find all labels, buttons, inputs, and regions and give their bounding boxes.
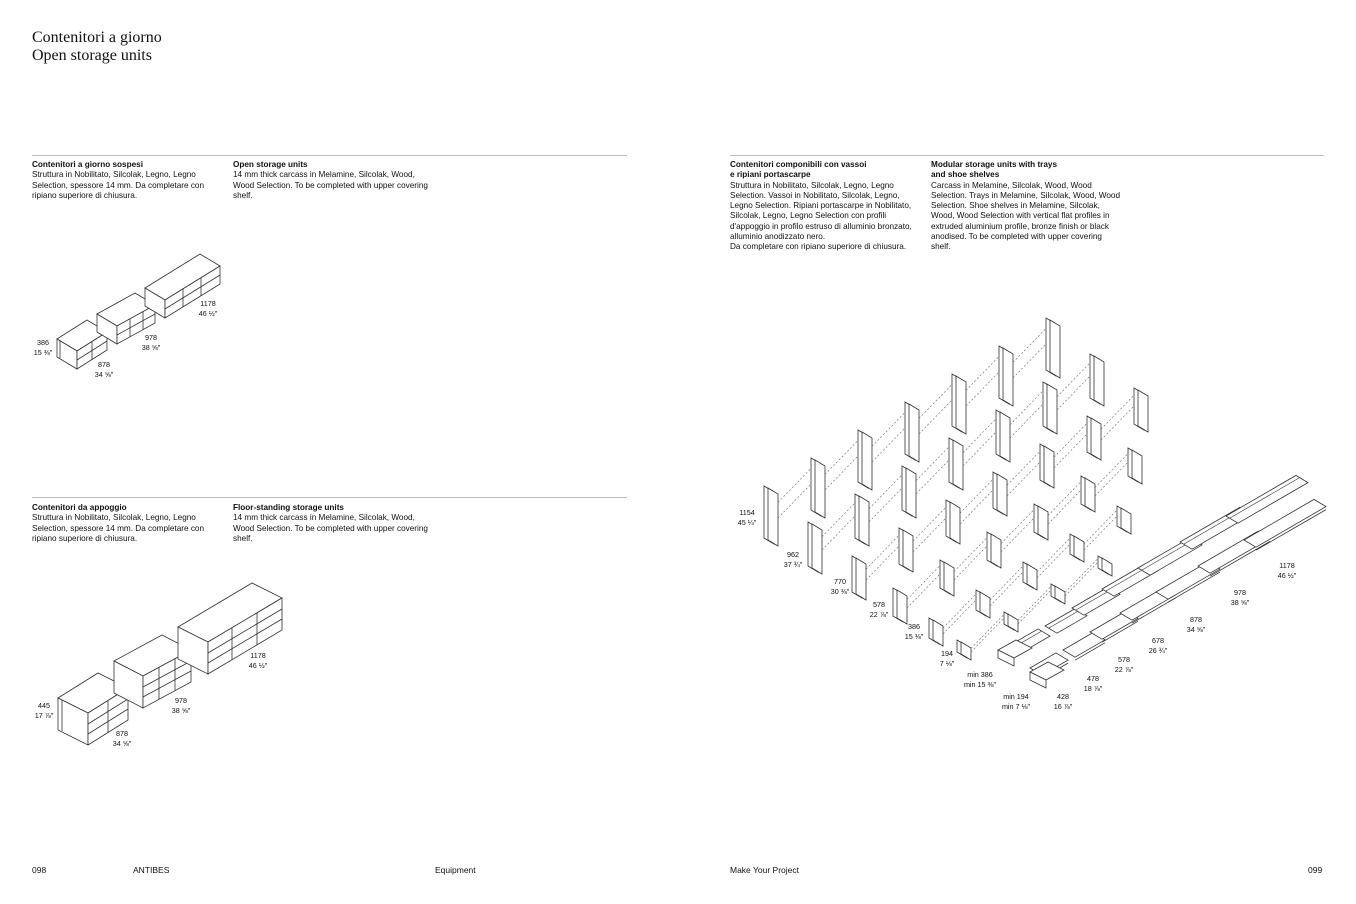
dashed-guide: [990, 572, 1023, 606]
side-panel: [859, 496, 869, 546]
dim-mm: 1154: [739, 508, 755, 517]
side-panel: [862, 432, 872, 490]
dashed-guide: [966, 372, 999, 406]
side-panel: [1091, 418, 1101, 460]
side-panel: [953, 440, 963, 490]
footer-chapter: Make Your Project: [730, 865, 799, 875]
wall-units-en-text: 14 mm thick carcass in Melamine, Silcolak, Wood, Wood Selection. To be completed with upper covering shelf.: [233, 170, 428, 200]
dashed-guide: [1013, 328, 1046, 362]
dashed-guide: [1010, 391, 1043, 425]
dashed-guide: [971, 614, 1004, 648]
dim-inch: 17 ⅞": [34, 710, 54, 720]
dim-inch: 46 ½": [1277, 570, 1297, 580]
dashed-guide: [971, 618, 1004, 652]
modular-width-678: [1143, 636, 1173, 655]
dim-inch: 18 ⅞": [1083, 683, 1103, 693]
dashed-guide: [1095, 462, 1128, 496]
side-panel: [1121, 508, 1131, 534]
dashed-guide: [919, 400, 952, 434]
side-panel: [1138, 390, 1148, 432]
side-panel: [1102, 558, 1112, 576]
dim-mm: 1178: [1279, 561, 1295, 570]
modular-en-text: Carcass in Melamine, Silcolak, Wood, Wood Selection. Trays in Melamine, Silcolak, Wood, Wood Selection. Shoe shelves in Melamine, Silcolak, Wood, Wood Selection with vertical flat profiles in extruded aluminium profile, bronze finish or black anodised. To be completed with upper covering shelf.: [931, 180, 1121, 252]
dashed-guide: [825, 456, 858, 490]
side-panel: [856, 558, 866, 600]
modular-width-428: [1048, 692, 1078, 711]
side-panel: [956, 376, 966, 434]
dashed-guide: [1018, 586, 1051, 620]
dim-mm: min 386: [967, 670, 993, 679]
dashed-guide: [963, 419, 996, 453]
dashed-guide: [822, 516, 855, 550]
modular-width-978: [1225, 588, 1255, 607]
dashed-guide: [778, 468, 811, 502]
dim-mm: 878: [116, 729, 128, 738]
floor-units-en-title: Floor-standing storage units: [233, 503, 344, 512]
floor-units-it-text: Struttura in Nobilitato, Silcolak, Legno, Legno Selection, spessore 14 mm. Da completare con ripiano superiore di chiusura.: [32, 513, 205, 543]
dim-inch: 34 ⅝": [112, 738, 132, 748]
dim-inch: 38 ⅝": [141, 342, 161, 352]
side-panel: [991, 534, 1001, 568]
dim-inch: 16 ⅞": [1053, 701, 1073, 711]
dim-mm: 678: [1152, 636, 1164, 645]
modular-height-770: [825, 577, 855, 596]
dim-mm: 386: [37, 338, 49, 347]
modular-min-194: [996, 692, 1036, 711]
dashed-guide: [1037, 538, 1070, 572]
side-panel: [1074, 536, 1084, 562]
side-panel: [1132, 450, 1142, 484]
dashed-guide: [866, 535, 899, 569]
side-panel: [897, 590, 907, 624]
dim-mm: 578: [1118, 655, 1130, 664]
modular-en-title-1: Modular storage units with trays: [931, 160, 1058, 169]
side-panel: [1008, 614, 1018, 632]
side-panel: [815, 460, 825, 518]
wall-units-it-text: Struttura in Nobilitato, Silcolak, Legno, Legno Selection, spessore 14 mm. Da completare con ripiano superiore di chiusura.: [32, 170, 205, 200]
side-panel: [909, 404, 919, 462]
dim-inch: 15 ⅜": [904, 631, 924, 641]
dim-inch: min 15 ⅜": [963, 679, 997, 689]
side-panel: [1050, 320, 1060, 378]
dashed-guide: [822, 503, 855, 537]
dashed-guide: [869, 475, 902, 509]
modular-height-578: [864, 600, 894, 619]
dim-mm: 962: [787, 550, 799, 559]
modular-width-878: [1181, 615, 1211, 634]
modular-width-478: [1078, 674, 1108, 693]
dashed-guide: [1010, 404, 1043, 438]
dashed-guide: [1065, 558, 1098, 592]
side-panel: [1044, 446, 1054, 488]
dashed-guide: [1084, 510, 1117, 544]
dashed-guide: [866, 546, 899, 580]
dashed-guide: [872, 412, 905, 446]
modular-width-578: [1109, 655, 1139, 674]
floor-units-it-title: Contenitori da appoggio: [32, 503, 127, 512]
side-panel: [906, 468, 916, 518]
side-panel: [1027, 564, 1037, 590]
page-number-right: 099: [1308, 865, 1323, 875]
dim-mm: 978: [1234, 588, 1246, 597]
dim-inch: 22 ⅞": [1114, 664, 1134, 674]
dashed-guide: [1054, 423, 1087, 457]
dim-inch: 26 ¾": [1148, 645, 1168, 655]
dashed-guide: [990, 566, 1023, 600]
dashed-guide: [966, 356, 999, 390]
dashed-guide: [1084, 516, 1117, 550]
dashed-guide: [960, 490, 993, 524]
title-english: Open storage units: [32, 47, 152, 64]
dashed-guide: [872, 428, 905, 462]
page-number-left: 098: [32, 865, 47, 875]
dashed-guide: [1037, 544, 1070, 578]
dim-mm: 194: [941, 649, 953, 658]
dashed-guide: [1057, 376, 1090, 410]
dashed-guide: [825, 440, 858, 474]
dashed-guide: [916, 447, 949, 481]
dashed-guide: [1054, 434, 1087, 468]
side-panel: [950, 502, 960, 544]
dim-mm: 478: [1087, 674, 1099, 683]
dim-mm: 878: [1190, 615, 1202, 624]
footer-section: Equipment: [435, 865, 476, 875]
modular-height-1154: [732, 508, 762, 527]
side-panel: [933, 620, 943, 646]
modular-it-text: Struttura in Nobilitato, Silcolak, Legno, Legno Selection. Vassoi in Nobilitato, Silcolak, Legno, Legno Selection. Ripiani portascarpe in Nobilitato, Silcolak, Legno, Legno Selection con profili d'appoggio in profilo estruso di alluminio bronzato, alluminio anodizzato nero.: [730, 180, 912, 242]
dim-mm: 578: [873, 600, 885, 609]
dim-inch: 30 ⅜": [830, 586, 850, 596]
dim-inch: 7 ⅛": [939, 658, 955, 668]
dim-inch: 34 ⅝": [94, 369, 114, 379]
dim-inch: 37 ¾": [783, 559, 803, 569]
modular-height-962: [778, 550, 808, 569]
side-panel: [1003, 348, 1013, 406]
modular-en-title-2: and shoe shelves: [931, 170, 1000, 180]
dim-inch: 46 ½": [248, 660, 268, 670]
dashed-guide: [913, 518, 946, 552]
dashed-guide: [1013, 344, 1046, 378]
dashed-guide: [963, 432, 996, 466]
dim-inch: 38 ⅝": [1230, 597, 1250, 607]
modular-min-386: [958, 670, 1002, 689]
dashed-guide: [1007, 462, 1040, 496]
title-italian: Contenitori a giorno: [32, 29, 162, 46]
modular-it-text-2: Da completare con ripiano superiore di chiusura.: [730, 242, 907, 252]
dashed-guide: [1065, 562, 1098, 596]
dashed-guide: [943, 600, 976, 634]
dim-mm: 978: [175, 696, 187, 705]
dim-mm: 770: [834, 577, 846, 586]
side-panel: [1000, 412, 1010, 462]
dim-mm: 1178: [200, 299, 216, 308]
dim-mm: 1178: [250, 651, 266, 660]
dashed-guide: [960, 479, 993, 513]
side-panel: [812, 524, 822, 574]
floor-units-en-text: 14 mm thick carcass in Melamine, Silcolak, Wood, Wood Selection. To be completed with upper covering shelf.: [233, 513, 428, 543]
shoe-shelf-profile: [1230, 477, 1300, 518]
dim-mm: 445: [38, 701, 50, 710]
dashed-guide: [916, 460, 949, 494]
side-panel: [1094, 356, 1104, 406]
wall-units-en-title: Open storage units: [233, 160, 308, 169]
modular-height-194: [932, 649, 962, 668]
dashed-guide: [1101, 395, 1134, 429]
dim-mm: min 194: [1003, 692, 1029, 701]
side-panel: [980, 592, 990, 618]
side-panel: [961, 642, 971, 660]
side-panel: [1038, 506, 1048, 540]
dashed-guide: [1048, 490, 1081, 524]
side-panel: [903, 530, 913, 572]
dim-inch: 38 ⅝": [171, 705, 191, 715]
side-panel: [944, 562, 954, 596]
dashed-guide: [869, 488, 902, 522]
dim-inch: min 7 ⅛": [1001, 701, 1031, 711]
dashed-guide: [907, 574, 940, 608]
dim-mm: 978: [145, 333, 157, 342]
side-panel: [997, 474, 1007, 516]
dashed-guide: [919, 384, 952, 418]
dashed-guide: [943, 594, 976, 628]
dim-inch: 46 ½": [198, 308, 218, 318]
footer-brand: ANTIBES: [133, 865, 170, 875]
side-panel: [1085, 478, 1095, 512]
dim-mm: 386: [908, 622, 920, 631]
modular-width-1178: [1272, 561, 1302, 580]
dashed-guide: [1101, 406, 1134, 440]
side-panel: [1055, 586, 1065, 604]
wall-units-it-title: Contenitori a giorno sospesi: [32, 160, 143, 169]
modular-it-title-2: e ripiani portascarpe: [730, 170, 811, 180]
dim-inch: 22 ⅞": [869, 609, 889, 619]
modular-it-title-1: Contenitori componibili con vassoi: [730, 160, 867, 169]
dim-mm: 428: [1057, 692, 1069, 701]
side-panel: [768, 488, 778, 546]
dashed-guide: [1057, 363, 1090, 397]
dim-inch: 15 ⅜": [33, 347, 53, 357]
dim-mm: 878: [98, 360, 110, 369]
dashed-guide: [1007, 451, 1040, 485]
dashed-guide: [1001, 518, 1034, 552]
dim-inch: 45 ¼": [737, 517, 757, 527]
side-panel: [1047, 384, 1057, 434]
dim-inch: 34 ⅝": [1186, 624, 1206, 634]
modular-height-386: [899, 622, 929, 641]
dashed-guide: [954, 546, 987, 580]
dashed-guide: [913, 507, 946, 541]
dashed-guide: [1018, 590, 1051, 624]
dashed-guide: [778, 484, 811, 518]
